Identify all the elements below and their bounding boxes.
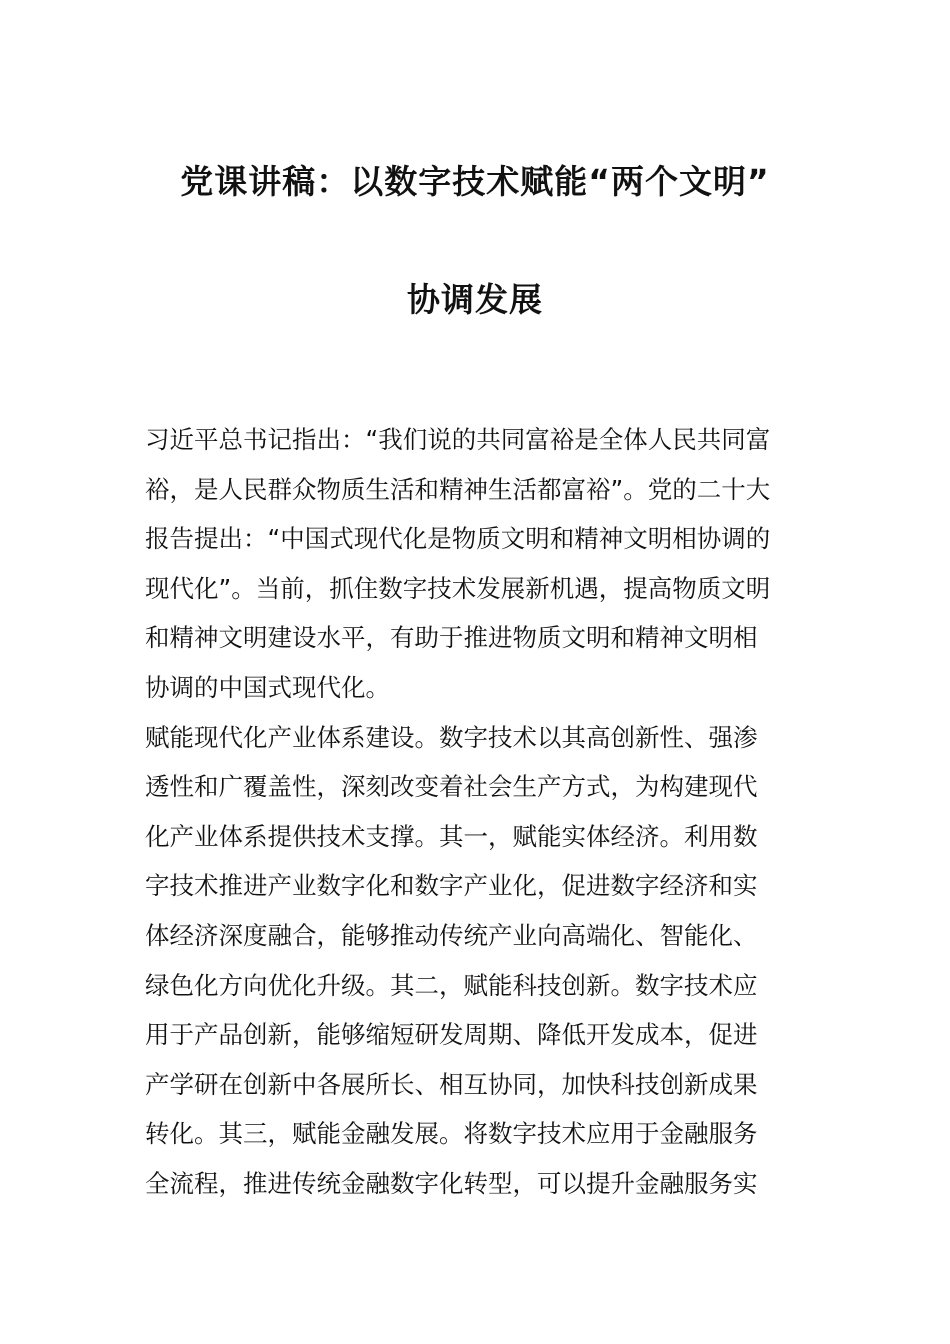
paragraph-intro bbox=[145, 415, 809, 713]
text-line: 和精神文明建设水平，有助于推进物质文明和精神文明相 bbox=[145, 623, 758, 653]
document-body bbox=[145, 415, 809, 1209]
text-line: 用于产品创新，能够缩短研发周期、降低开发成本，促进 bbox=[145, 1020, 758, 1050]
text-line: 裕，是人民群众物质生活和精神生活都富裕”。党的二十大 bbox=[145, 474, 771, 504]
text-line: 透性和广覆盖性，深刻改变着社会生产方式，为构建现代 bbox=[145, 772, 758, 802]
text-line: 现代化”。当前，抓住数字技术发展新机遇，提高物质文明 bbox=[145, 573, 771, 603]
paragraph-industry bbox=[145, 713, 809, 1209]
text-line: 化产业体系提供技术支撑。其一，赋能实体经济。利用数 bbox=[145, 821, 758, 851]
text-line: 体经济深度融合，能够推动传统产业向高端化、智能化、 bbox=[145, 920, 758, 950]
text-line: 绿色化方向优化升级。其二，赋能科技创新。数字技术应 bbox=[145, 970, 758, 1000]
document-title-line-2: 协调发展 bbox=[407, 280, 543, 319]
text-line: 转化。其三，赋能金融发展。将数字技术应用于金融服务 bbox=[145, 1119, 758, 1149]
text-line: 赋能现代化产业体系建设。数字技术以其高创新性、强渗 bbox=[145, 722, 758, 752]
text-line: 协调的中国式现代化。 bbox=[145, 672, 390, 702]
text-line: 产学研在创新中各展所长、相互协同，加快科技创新成果 bbox=[145, 1069, 758, 1099]
document-title-line-1: 党课讲稿：以数字技术赋能“两个文明” bbox=[180, 162, 770, 201]
text-line: 字技术推进产业数字化和数字产业化，促进数字经济和实 bbox=[145, 871, 758, 901]
text-line: 全流程，推进传统金融数字化转型，可以提升金融服务实 bbox=[145, 1168, 758, 1198]
text-line: 报告提出：“中国式现代化是物质文明和精神文明相协调的 bbox=[145, 524, 771, 554]
text-line: 习近平总书记指出：“我们说的共同富裕是全体人民共同富 bbox=[145, 425, 771, 454]
